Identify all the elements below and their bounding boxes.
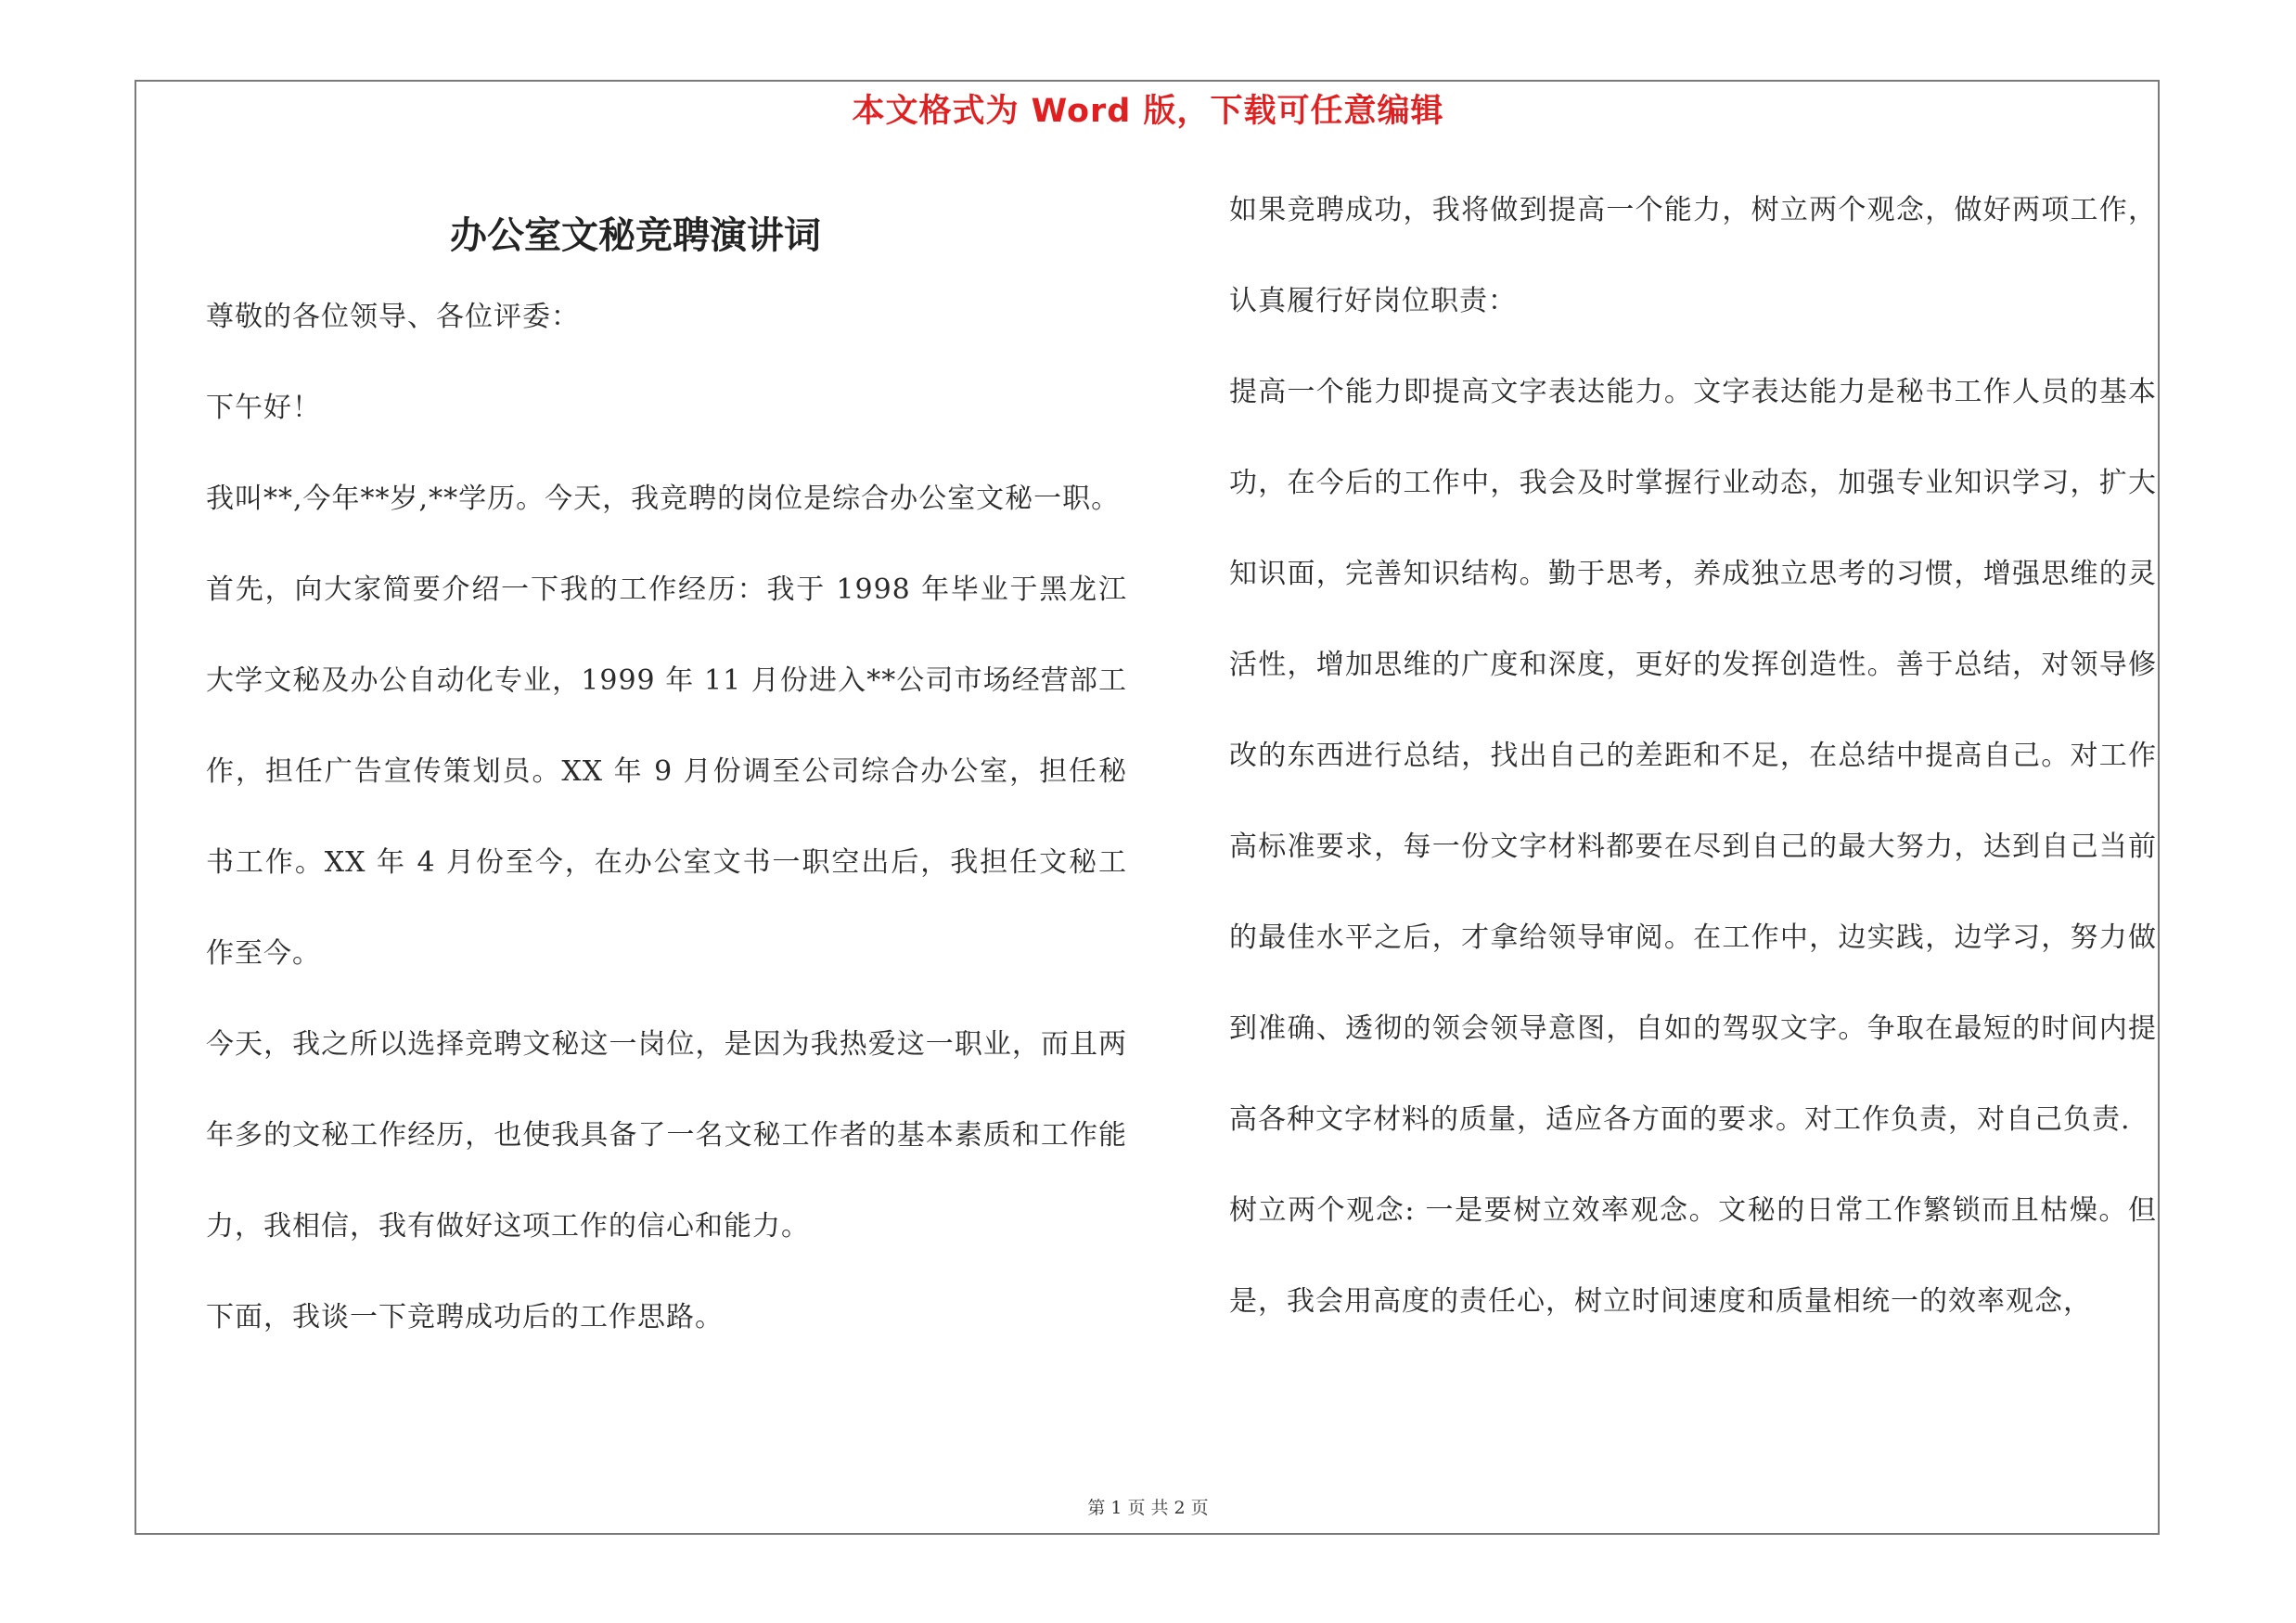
paragraph-transition: 下面，我谈一下竞聘成功后的工作思路。 xyxy=(206,1301,724,1333)
greeting: 下午好！ xyxy=(206,392,321,424)
paragraph-plan: 如果竞聘成功，我将做到提高一个能力，树立两个观念，做好两项工作，认真履行好岗位职责： xyxy=(1229,194,2157,317)
salutation: 尊敬的各位领导、各位评委： xyxy=(206,301,580,333)
left-column xyxy=(206,272,1127,1363)
word-format-banner: 本文格式为 Word 版，下载可任意编辑 xyxy=(852,93,1444,130)
document-title: 办公室文秘竞聘演讲词 xyxy=(450,213,821,257)
paragraph-concepts: 树立两个观念: 一是要树立效率观念。文秘的日常工作繁锁而且枯燥。但是，我会用高度的责任心，树立时间速度和质量相统一的效率观念， xyxy=(1229,1194,2157,1318)
paragraph-motivation: 今天，我之所以选择竞聘文秘这一岗位，是因为我热爱这一职业，而且两年多的文秘工作经历，也使我具备了一名文秘工作者的基本素质和工作能力，我相信，我有做好这项工作的信心和能力。 xyxy=(206,1028,1127,1243)
page-number-footer: 第 1 页 共 2 页 xyxy=(1087,1498,1209,1518)
paragraph-intro: 我叫**,今年**岁,**学历。今天，我竞聘的岗位是综合办公室文秘一职。 xyxy=(206,483,1121,515)
paragraph-ability: 提高一个能力即提高文字表达能力。文字表达能力是秘书工作人员的基本功，在今后的工作中，我会及时掌握行业动态，加强专业知识学习，扩大知识面，完善知识结构。勤于思考，养成独立思考的习惯，增强思维的灵活性，增加思维的广度和深度，更好的发挥创造性。善于总结，对领导修改的东西进行总结，找出自己的差距和不足，在总结中提高自己。对工作高标准要求，每一份文字材料都要在尽到自己的最大努力，达到自己当前的最佳水平之后，才拿给领导审阅。在工作中，边实践，边学习，努力做到准确、透彻的领会领导意图，自如的驾驭文字。争取在最短的时间内提高各种文字材料的质量，适应各方面的要求。对工作负责，对自己负责. xyxy=(1229,376,2157,1136)
paragraph-experience: 首先，向大家简要介绍一下我的工作经历：我于 1998 年毕业于黑龙江大学文秘及办公自动化专业，1999 年 11 月份进入**公司市场经营部工作，担任广告宣传策划员。XX 年 9 月份调至公司综合办公室，担任秘书工作。XX 年 4 月份至今，在办公室文书一职空出后，我担任文秘工作至今。 xyxy=(206,573,1127,970)
right-column xyxy=(1229,165,2157,1347)
